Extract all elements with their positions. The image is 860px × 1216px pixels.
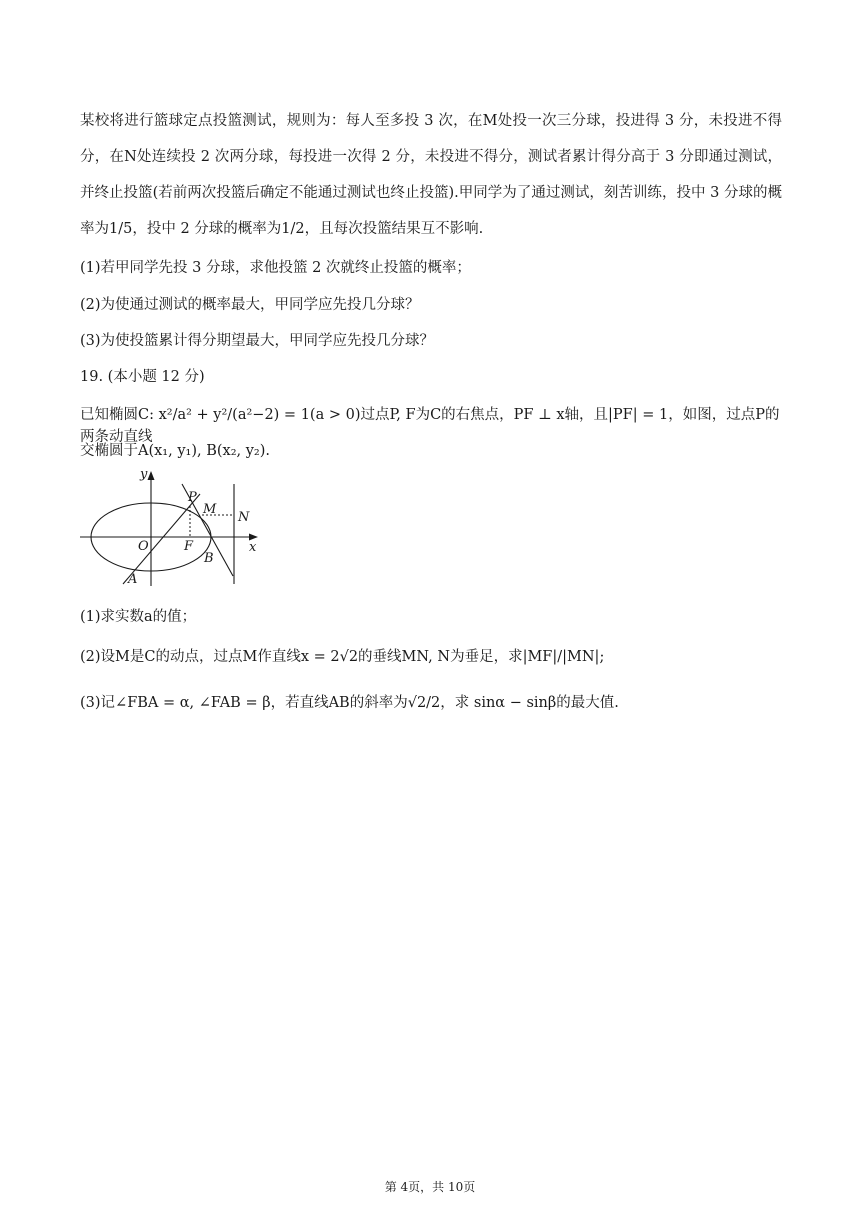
label-A: A xyxy=(128,572,138,587)
problem-18-q2: (2)为使通过测试的概率最大，甲同学应先投几分球？ xyxy=(80,297,420,313)
problem-19-stem-line2: 交椭圆于A(x₁, y₁), B(x₂, y₂). xyxy=(80,443,271,459)
y-axis-arrow xyxy=(148,471,155,480)
problem-19-q2: (2)设M是C的动点，过点M作直线x = 2√2的垂线MN, N为垂足，求|MF|/|MN|; xyxy=(80,649,605,665)
label-B: B xyxy=(204,551,214,566)
problem-18-q3: (3)为使投篮累计得分期望最大，甲同学应先投几分球？ xyxy=(80,333,435,349)
label-F: F xyxy=(184,539,194,554)
problem-18-q1: (1)若甲同学先投 3 分球，求他投篮 2 次就终止投篮的概率； xyxy=(80,260,471,276)
label-P: P xyxy=(188,490,197,505)
problem-18-stem xyxy=(80,103,782,247)
problem-19-stem-line1: 已知椭圆C: x²/a² + y²/(a²−2) = 1(a > 0)过点P, F为C的右焦点，PF ⊥ x轴，且|PF| = 1，如图，过点P的两条动直线 xyxy=(80,407,780,445)
problem-19-q3: (3)记∠FBA = α, ∠FAB = β，若直线AB的斜率为√2/2，求 sinα − sinβ的最大值. xyxy=(80,695,619,711)
problem-19-header: 19. (本小题 12 分) xyxy=(80,369,205,385)
page-footer: 第 4页，共 10页 xyxy=(384,1180,476,1194)
problem-18-text: 某校将进行篮球定点投篮测试，规则为：每人至多投 3 次，在M处投一次三分球，投进得 3 分，未投进不得分，在N处连续投 2 次两分球，每投进一次得 2 分，未投进不得分，测试者累计得分高于 3 分即通过测试，并终止投篮(若前两次投篮后确定不能通过测试也终止投篮).甲同学为了通过测试，刻苦训练，投中 3 分球的概率为1/5，投中 2 分球的概率为1/2，且每次投篮结果互不影响. xyxy=(80,113,782,237)
label-O: O xyxy=(138,539,149,554)
problem-19-q1: (1)求实数a的值； xyxy=(80,609,197,625)
label-M: M xyxy=(203,502,217,517)
label-x: x xyxy=(249,540,257,555)
label-N: N xyxy=(238,510,250,525)
label-y: y xyxy=(140,467,148,482)
ellipse-figure xyxy=(78,466,278,588)
